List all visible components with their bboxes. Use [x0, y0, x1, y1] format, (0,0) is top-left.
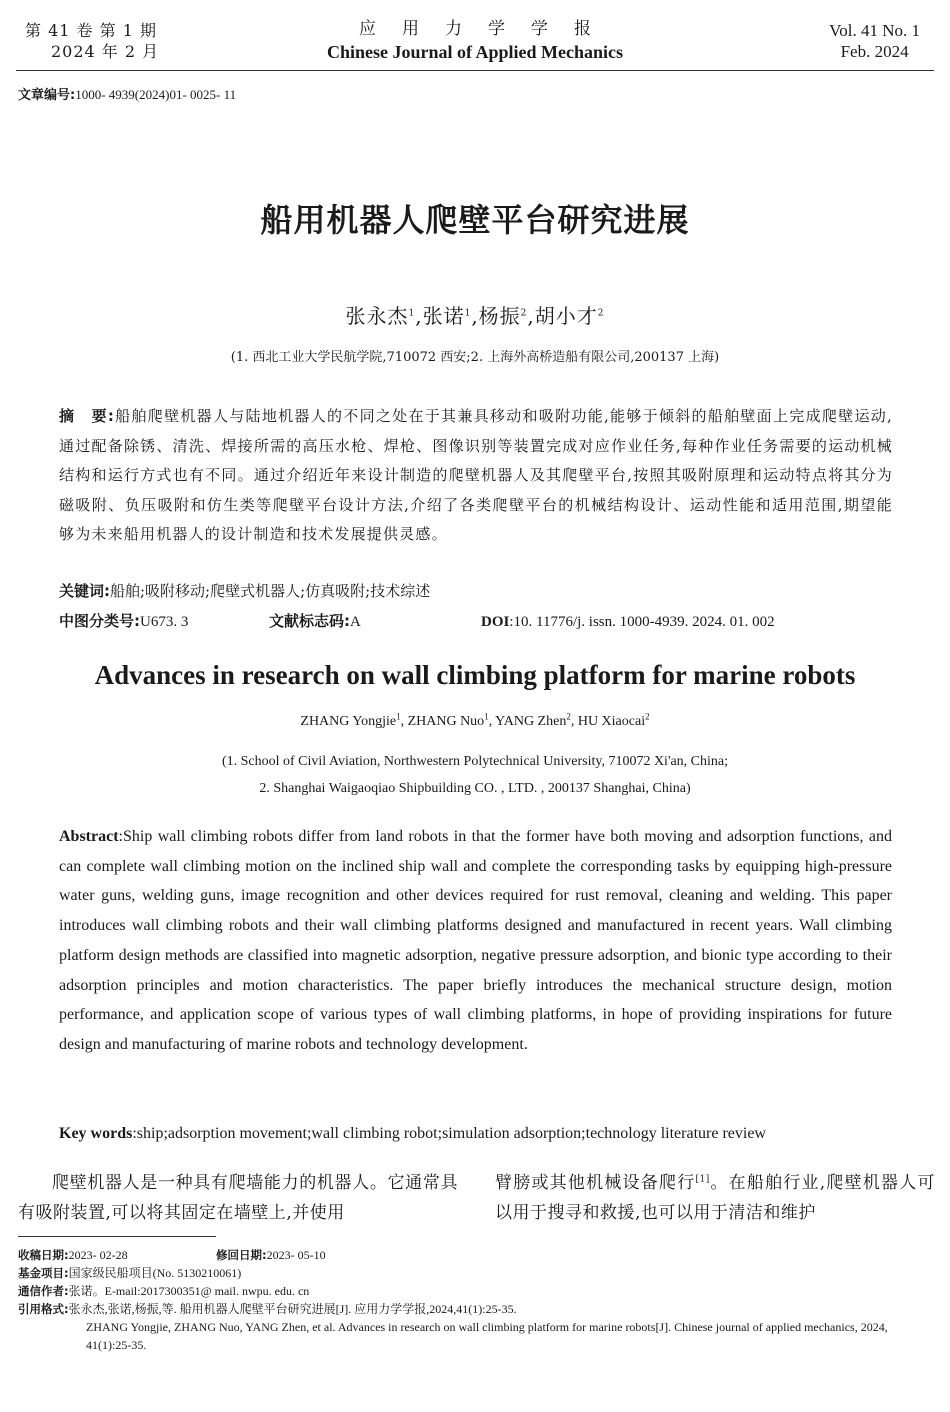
received-value: 2023- 02-28: [68, 1248, 128, 1262]
date-en: Feb. 2024: [840, 42, 909, 61]
abstract-en: [59, 822, 892, 1060]
affiliation-en-line1: (1. School of Civil Aviation, Northwestern Polytechnical University, 710072 Xi'an, China;: [221, 754, 729, 769]
journal-name-en: Chinese Journal of Applied Mechanics: [326, 42, 624, 62]
footnote-divider: [18, 1236, 216, 1237]
author-name-en: ZHANG Yongjie: [300, 714, 397, 729]
affiliation-en-line2: 2. Shanghai Waigaoqiao Shipbuilding CO. , LTD. , 200137 Shanghai, China): [259, 781, 691, 796]
fund-label: 基金项目:: [18, 1266, 69, 1280]
footnote-citation-en: ZHANG Yongjie, ZHANG Nuo, YANG Zhen, et al. Advances in research on wall climbing platform for marine robots[J]. Chinese journal of applied mechanics, 2024, 41(1):25-35.: [86, 1320, 888, 1352]
author-affil-mark: 2: [597, 308, 605, 319]
volume-issue-cn: 第 41 卷 第 1 期: [25, 21, 157, 40]
revised-label: 修回日期:: [216, 1248, 267, 1262]
fund-value: 国家级民船项目(No. 5130210061): [68, 1266, 242, 1280]
footnote-dates: [18, 1246, 933, 1264]
doi: [481, 609, 775, 634]
keywords-en: [59, 1120, 892, 1148]
body-right-text-cont: 。在船舶行业,爬壁机器人可以用于搜寻和救援,也可以用于清洁和维护: [495, 1173, 936, 1223]
abstract-en-label: Abstract: [59, 828, 119, 845]
header-volume-cn: [25, 20, 159, 62]
body-right-text: 臂膀或其他机械设备爬行: [495, 1173, 696, 1193]
body-column-left: 爬壁机器人是一种具有爬墙能力的机器人。它通常具有吸附装置,可以将其固定在墙壁上,并使用: [18, 1173, 458, 1223]
article-number: [18, 84, 236, 103]
footnote-fund: [18, 1264, 933, 1282]
author-name-en: ZHANG Nuo: [407, 714, 485, 729]
clc-code: [59, 609, 188, 634]
header-divider: [16, 70, 934, 71]
author-name-en: YANG Zhen: [495, 714, 567, 729]
header-volume-en: [829, 20, 920, 62]
authors-en: ZHANG Yongjie$^1$, ZHANG Nuo$^1$, YANG Zhen$^2$, HU Xiaocai$^2$: [300, 711, 650, 729]
abstract-cn-label: 摘 要:: [59, 407, 116, 425]
keywords-en-text: :ship;adsorption movement;wall climbing robot;simulation adsorption;technology literature review: [132, 1125, 766, 1142]
author-name: 张永杰: [345, 304, 409, 328]
doc-value: A: [350, 614, 361, 630]
date-cn: 2024 年 2 月: [51, 42, 160, 61]
author-affil-mark: 2: [566, 711, 571, 722]
paper-title-en: Advances in research on wall climbing platform for marine robots: [94, 660, 856, 690]
keywords-cn: [59, 579, 893, 603]
doc-code: [269, 609, 361, 634]
doi-label: DOI: [481, 614, 510, 630]
revised-value: 2023- 05-10: [266, 1248, 326, 1262]
body-column-right: [495, 1168, 935, 1228]
author-affil-mark: 1: [408, 308, 416, 319]
clc-label: 中图分类号:: [59, 612, 140, 630]
author-affil-mark: 1: [396, 711, 401, 722]
doc-label: 文献标志码:: [269, 612, 350, 630]
author-affil-mark: 1: [464, 308, 472, 319]
affiliation-en: [0, 748, 950, 802]
keywords-en-label: Key words: [59, 1125, 133, 1142]
citation-mark: [1]: [695, 1174, 710, 1185]
affiliation-cn: (1. 西北工业大学民航学院,710072 西安;2. 上海外高桥造船有限公司,200137 上海): [230, 350, 720, 365]
author-affil-mark: 2: [520, 308, 528, 319]
author-name: 杨振: [478, 304, 521, 328]
journal-name-cn: 应用力学学报: [359, 19, 617, 39]
corr-value: 张诺。E-mail:2017300351@ mail. nwpu. edu. cn: [68, 1284, 310, 1298]
cite-label: 引用格式:: [18, 1302, 69, 1316]
clc-value: U673. 3: [140, 614, 189, 630]
author-affil-mark: 2: [645, 711, 650, 722]
keywords-cn-label: 关键词:: [59, 582, 110, 600]
paper-title-cn: 船用机器人爬壁平台研究进展: [260, 201, 690, 239]
abstract-cn: [59, 402, 893, 550]
author-name: 张诺: [422, 304, 465, 328]
doi-value: :10. 11776/j. issn. 1000-4939. 2024. 01. 002: [509, 614, 775, 630]
corr-label: 通信作者:: [18, 1284, 69, 1298]
author-affil-mark: 1: [484, 711, 489, 722]
footnote-citation: [18, 1300, 933, 1318]
footnote-correspondence: [18, 1282, 933, 1300]
keywords-cn-text: 船舶;吸附移动;爬壁式机器人;仿真吸附;技术综述: [110, 582, 431, 600]
volume-issue-en: Vol. 41 No. 1: [829, 21, 920, 40]
abstract-cn-text: 船舶爬壁机器人与陆地机器人的不同之处在于其兼具移动和吸附功能,能够于倾斜的船舶壁面上完成爬壁运动,通过配备除锈、清洗、焊接所需的高压水枪、焊枪、图像识别等装置完成对应作业任务,每种作业任务需要的运动机械结构和运行方式也有不同。通过介绍近年来设计制造的爬壁机器人及其爬壁平台,按照其吸附原理和运动特点将其分为磁吸附、负压吸附和仿生类等爬壁平台设计方法,介绍了各类爬壁平台的机械结构设计、运动性能和适用范围,期望能够为未来船用机器人的设计制造和技术发展提供灵感。: [59, 407, 893, 543]
footnotes: [18, 1246, 933, 1354]
received-label: 收稿日期:: [18, 1248, 69, 1262]
author-name: 胡小才: [534, 304, 598, 328]
article-number-value: 1000- 4939(2024)01- 0025- 11: [75, 87, 237, 102]
revised-date: [216, 1246, 326, 1264]
authors-cn: 张永杰$^1$,张诺$^1$,杨振$^2$,胡小才$^2$: [345, 304, 605, 328]
journal-name: [300, 18, 650, 64]
abstract-en-text: :Ship wall climbing robots differ from land robots in that the former have both moving and adsorption functions, and can complete wall climbing motion on the inclined ship wall and complete the corresponding tasks by equipping high-pressure water guns, welding guns, image recognition and other devices required for rust removal, cleaning and welding. This paper introduces wall climbing robots and their wall climbing platforms designed and manufactured in recent years. Wall climbing platform design methods are classified into magnetic adsorption, negative pressure adsorption, and bionic type according to their adsorption principles and motion characteristics. The paper briefly introduces the mechanical structure design, motion performance, and application scope of various types of wall climbing platforms, in hope of providing inspirations for future design and manufacturing of marine robots and technology development.: [59, 828, 892, 1053]
article-number-label: 文章编号:: [18, 88, 76, 103]
author-name-en: HU Xiaocai: [577, 714, 646, 729]
cite-cn: 张永杰,张诺,杨振,等. 船用机器人爬壁平台研究进展[J]. 应用力学学报,2024,41(1):25-35.: [68, 1302, 517, 1316]
